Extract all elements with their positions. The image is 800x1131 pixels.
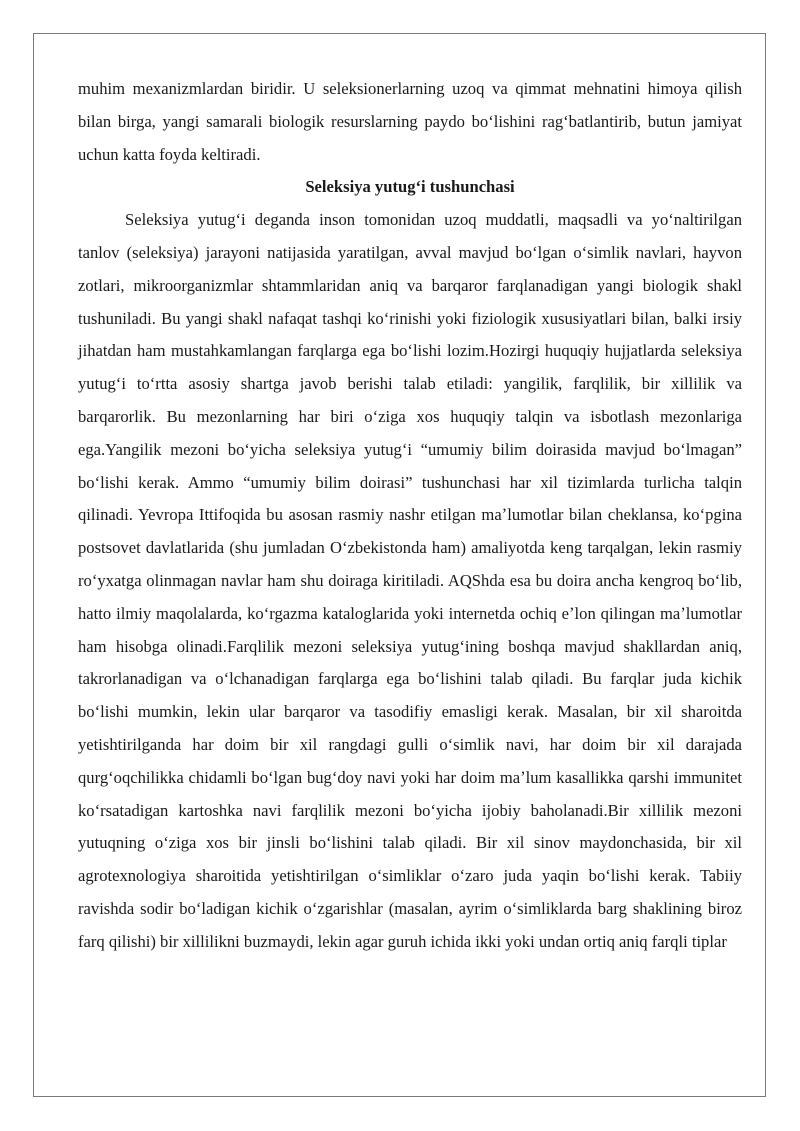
section-heading: Seleksiya yutugʻi tushunchasi: [305, 177, 515, 197]
body-paragraph: Seleksiya yutugʻi deganda inson tomonidan uzoq muddatli, maqsadli va yoʻnaltirilgan tanlov (seleksiya) jarayoni natijasida yaratilgan, avval mavjud boʻlgan oʻsimlik navlari, hayvon zotlari, mikroorganizmlar shtammlaridan aniq va barqaror farqlanadigan yangi biologik shakl tushuniladi. Bu yangi shakl nafaqat tashqi koʻrinishi yoki fiziologik xususiyatlari bilan, balki irsiy jihatdan ham mustahkamlangan farqlarga ega boʻlishi lozim.Hozirgi huquqiy hujjatlarda seleksiya yutugʻi toʻrtta asosiy shartga javob berishi talab etiladi: yangilik, farqlilik, bir xillilik va barqarorlik. Bu mezonlarning har biri oʻziga xos huquqiy talqin va isbotlash mezonlariga ega.Yangilik mezoni boʻyicha seleksiya yutugʻi “umumiy bilim doirasida mavjud boʻlmagan” boʻlishi kerak. Ammo “umumiy bilim doirasi” tushunchasi har xil tizimlarda turlicha talqin qilinadi. Yevropa Ittifoqida bu asosan rasmiy nashr etilgan maʼlumotlar bilan cheklansa, koʻpgina postsovet davlatlarida (shu jumladan Oʻzbekistonda ham) amaliyotda keng tarqalgan, lekin rasmiy roʻyxatga olinmagan navlar ham shu doiraga kiritiladi. AQShda esa bu doira ancha kengroq boʻlib, hatto ilmiy maqolalarda, koʻrgazma kataloglarida yoki internetda ochiq eʼlon qilingan maʼlumotlar ham hisobga olinadi.Farqlilik mezoni seleksiya yutugʻining boshqa mavjud shakllardan aniq, takrorlanadigan va oʻlchanadigan farqlarga ega boʻlishini talab qiladi. Bu farqlar juda kichik boʻlishi mumkin, lekin ular barqaror va tasodifiy emasligi kerak. Masalan, bir xil sharoitda yetishtirilganda har doim bir xil rangdagi gulli oʻsimlik navi, har doim bir xil darajada qurgʻoqchilikka chidamli boʻlgan bugʻdoy navi yoki har doim maʼlum kasallikka qarshi immunitet koʻrsatadigan kartoshka navi farqlilik mezoni boʻyicha ijobiy baholanadi.Bir xillilik mezoni yutuqning oʻziga xos bir jinsli boʻlishini talab qiladi. Bir xil sinov maydonchasida, bir xil agrotexnologiya sharoitida yetishtirilgan oʻsimliklar oʻzaro juda yaqin boʻlishi kerak. Tabiiy ravishda sodir boʻladigan kichik oʻzgarishlar (masalan, ayrim oʻsimliklarda barg shaklining biroz farq qilishi) bir xillilikni buzmaydi, lekin agar guruh ichida ikki yoki undan ortiq aniq farqli tiplar: [78, 210, 742, 951]
intro-paragraph: muhim mexanizmlardan biridir. U seleksionerlarning uzoq va qimmat mehnatini himoya qilish bilan birga, yangi samarali biologik resurslarning paydo boʻlishini ragʻbatlantirib, butun jamiyat uchun katta foyda keltiradi.: [78, 79, 742, 164]
document-body: [78, 73, 742, 959]
